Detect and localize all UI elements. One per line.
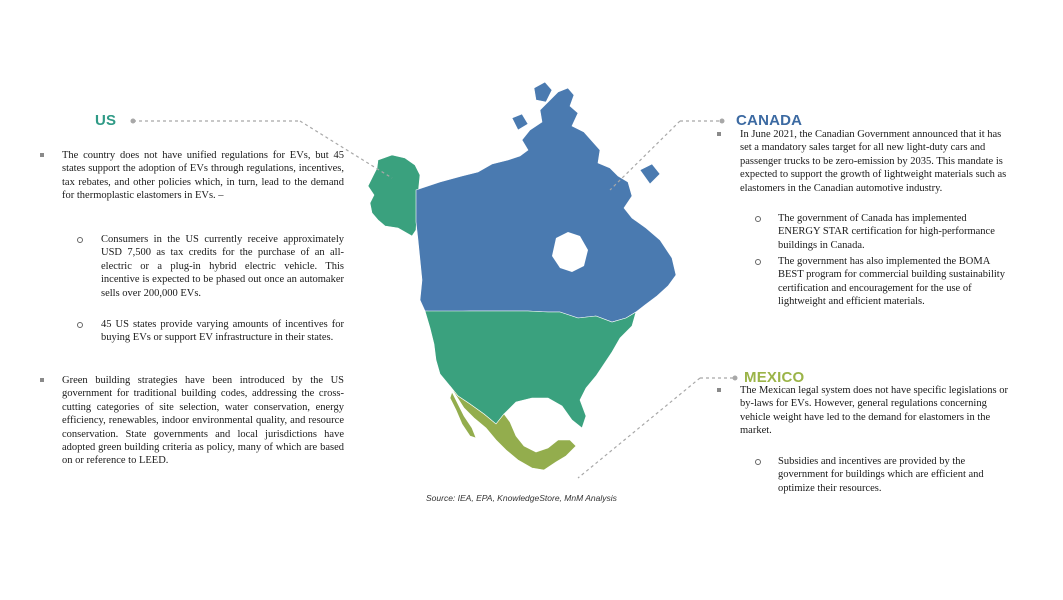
us-sub-bullet-2 bbox=[101, 318, 344, 345]
canada-title: CANADA bbox=[736, 112, 803, 129]
alaska-region bbox=[368, 155, 420, 236]
us-bullet-2 bbox=[62, 374, 344, 468]
us-sub-bullet-1 bbox=[101, 233, 344, 300]
mexico-sub-bullet-1-text: Subsidies and incentives are provided by the government for buildings which are efficient and optimize their resources. bbox=[778, 456, 984, 494]
canada-sub-bullet-2 bbox=[778, 255, 1013, 309]
canada-bullet-text: In June 2021, the Canadian Government announced that it has set a mandatory sales target for all new light-duty cars and passenger trucks to be zero-emission by 2035. This mandate is expected to support the growth of lightweight materials such as elastomers in the Canadian automotive industry. bbox=[740, 129, 1007, 194]
canada-islands bbox=[640, 164, 660, 184]
mexico-bullet bbox=[740, 384, 1008, 438]
us-bullet-1-text: The country does not have unified regulations for EVs, but 45 states support the adoption of EVs through regulations, incentives, tax rebates, and other policies which, in turn, lead to the demand for thermoplastic elastomers in EVs. – bbox=[62, 150, 344, 202]
canada-bullet bbox=[740, 128, 1008, 195]
us-sub-bullet-1-text: Consumers in the US currently receive approximately USD 7,500 as tax credits for the purchase of an all-electric or a plug-in hybrid electric vehicle. This incentive is expected to be phased out once an automaker sells over 200,000 EVs. bbox=[101, 234, 344, 299]
canada-sub-bullet-2-text: The government has also implemented the BOMA BEST program for commercial building sustainability certification and encouragement for the use of lightweight and efficient materials. bbox=[778, 256, 1005, 308]
canada-sub-bullet-1 bbox=[778, 212, 1008, 252]
mexico-sub-bullet-1 bbox=[778, 455, 1008, 495]
us-bullet-2-text: Green building strategies have been introduced by the US government for traditional building codes, addressing the cross-cutting categories of site selection, water conservation, energy efficiency, renewables, indoor environmental quality, and resource conservation. State governments and local jurisdictions have adopted green building criteria as policy, many of which are based on or reference to LEED. bbox=[62, 375, 344, 467]
canada-islands bbox=[534, 82, 552, 102]
us-sub-bullet-2-text: 45 US states provide varying amounts of incentives for buying EVs or support EV infrastructure in their states. bbox=[101, 319, 344, 344]
canada-region bbox=[416, 88, 676, 322]
source-note: Source: IEA, EPA, KnowledgeStore, MnM Analysis bbox=[426, 493, 617, 503]
canada-islands bbox=[512, 114, 528, 130]
mexico-title: MEXICO bbox=[744, 369, 805, 386]
canada-sub-bullet-1-text: The government of Canada has implemented ENERGY STAR certification for high-performance buildings in Canada. bbox=[778, 213, 995, 251]
us-bullet-1 bbox=[62, 149, 344, 203]
us-title: US bbox=[95, 112, 117, 129]
mexico-bullet-text: The Mexican legal system does not have specific legislations or by-laws for EVs. However, general regulations concerning vehicle weight have led to the demand for elastomers in the market. bbox=[740, 385, 1008, 437]
